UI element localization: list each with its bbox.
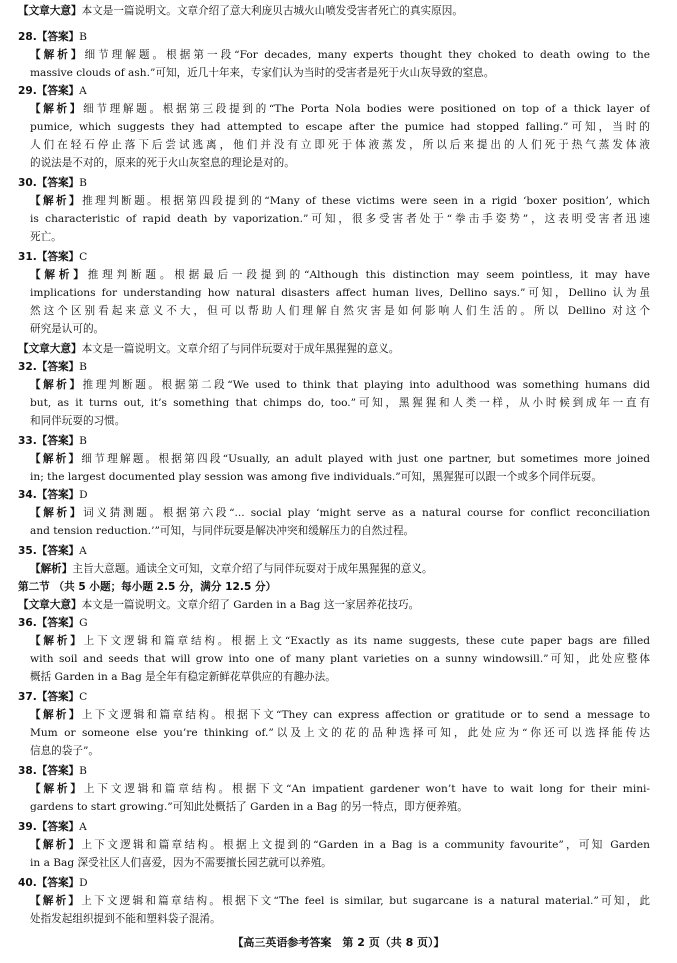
line-text: 信息的袋子”。 xyxy=(30,745,99,757)
line-tag: 38.【答案】 xyxy=(18,765,80,777)
line-text: is characteristic of rapid death by vaporization.”可知，很多受害者处于“拳击手姿势”，这表明受害者迅速 xyxy=(30,213,650,225)
line-text: C xyxy=(79,691,88,703)
text-line xyxy=(30,854,650,873)
text-line xyxy=(18,688,658,707)
line-text: B xyxy=(79,435,87,447)
line-text: 细节理解题。根据第一段“For decades, many experts thought they choked to death owing to the xyxy=(84,49,650,61)
text-line xyxy=(18,248,658,267)
line-tag: 37.【答案】 xyxy=(18,691,80,703)
line-text: 推理判断题。根据最后一段提到的“Although this distinction may seem pointless, it may have xyxy=(87,269,650,281)
line-text: B xyxy=(79,765,87,777)
text-line xyxy=(30,504,650,523)
line-text: 上下文逻辑和篇章结构。根据下文“The feel is similar, but sugarcane is a natural material.”可知，此 xyxy=(81,895,650,907)
text-line xyxy=(18,762,658,781)
text-line xyxy=(30,64,650,83)
line-text: 和同伴玩耍的习惯。 xyxy=(30,415,126,427)
line-tag: 【解析】 xyxy=(30,453,82,465)
line-text: 词义猜测题。根据第六段“... social play ‘might serve as a natural course for conflict reconciliation xyxy=(83,507,650,519)
line-tag: 【解析】 xyxy=(30,895,82,907)
line-text: 概括 Garden in a Bag 是全年有稳定新鲜花草供应的有趣办法。 xyxy=(30,671,336,683)
text-line xyxy=(30,284,650,303)
text-line xyxy=(30,210,650,229)
text-line xyxy=(18,432,658,451)
line-text: 上下文逻辑和篇章结构。根据上文提到的“Garden in a Bag is a community favourite”，可知 Garden xyxy=(81,839,650,851)
text-line xyxy=(30,522,650,541)
line-text: 然这个区别看起来意义不大，但可以帮助人们理解自然灾害是如何影响人们生活的。所以 Dellino 对这个 xyxy=(30,305,650,317)
line-text: A xyxy=(79,821,87,833)
line-text: 上下文逻辑和篇章结构。根据下文“They can express affection or gratitude or to send a message to xyxy=(81,709,650,721)
line-tag: 40.【答案】 xyxy=(18,877,80,889)
text-line xyxy=(18,874,658,893)
text-line xyxy=(30,46,650,65)
text-line xyxy=(30,650,650,669)
line-tag: 【解析】 xyxy=(30,709,82,721)
text-line xyxy=(30,910,650,929)
line-text: pumice, which suggests they had attempted to escape after the pumice had stopped falling.”可知，当时的 xyxy=(30,121,650,133)
line-tag: 【文章大意】 xyxy=(18,5,82,17)
text-line xyxy=(30,780,650,799)
text-line xyxy=(30,320,650,339)
text-line xyxy=(18,358,658,377)
line-tag: 36.【答案】 xyxy=(18,617,80,629)
line-tag: 【解析】 xyxy=(30,563,73,575)
line-tag: 39.【答案】 xyxy=(18,821,80,833)
line-tag: 【文章大意】 xyxy=(18,599,82,611)
text-line xyxy=(18,82,658,101)
line-text: 研究是认可的。 xyxy=(30,323,105,335)
line-tag: 31.【答案】 xyxy=(18,251,80,263)
text-line xyxy=(18,542,658,561)
line-tag: 【文章大意】 xyxy=(18,343,82,355)
line-text: 本文是一篇说明文。文章介绍了 Garden in a Bag 这一家居养花技巧。 xyxy=(81,599,420,611)
text-line xyxy=(30,412,650,431)
text-line xyxy=(30,632,650,651)
line-text: 处指发起组织提到不能和塑料袋子混淆。 xyxy=(30,913,221,925)
text-line xyxy=(18,2,658,21)
text-line xyxy=(30,892,650,911)
text-line xyxy=(30,724,650,743)
line-tag: 33.【答案】 xyxy=(18,435,80,447)
text-line xyxy=(30,468,650,487)
text-line xyxy=(18,340,658,359)
text-line xyxy=(30,376,650,395)
line-text: 的说法是不对的，原来的死于火山灰窒息的理论是对的。 xyxy=(30,157,295,169)
line-text: 细节理解题。根据第三段提到的“The Porta Nola bodies were positioned on top of a thick layer of xyxy=(83,103,650,115)
line-text: C xyxy=(79,251,88,263)
text-line xyxy=(30,706,650,725)
line-text: massive clouds of ash.”可知，近几十年来，专家们认为当时的受害者是死于火山灰导致的窒息。 xyxy=(30,67,495,79)
line-tag: 35.【答案】 xyxy=(18,545,80,557)
text-line xyxy=(30,560,650,579)
line-text: A xyxy=(79,545,87,557)
text-line xyxy=(18,818,658,837)
text-line xyxy=(30,118,650,137)
text-line xyxy=(30,154,650,173)
line-tag: 30.【答案】 xyxy=(18,177,80,189)
text-line xyxy=(30,668,650,687)
text-line xyxy=(18,174,658,193)
line-tag: 第二节 xyxy=(18,581,50,593)
line-text: but, as it turns out, it’s something that chimps do, too.”可知，黑猩猩和人类一样，从小时候到成年一直有 xyxy=(30,397,650,409)
line-text: Mum or someone else you’re thinking of.”以及上文的花的品种选择可知，此处应为“你还可以选择能传达 xyxy=(30,727,650,739)
line-text: and tension reduction.’”可知，与同伴玩耍是解决冲突和缓解压力的自然过程。 xyxy=(30,525,415,537)
text-line xyxy=(30,836,650,855)
text-line xyxy=(30,450,650,469)
line-text: in a Bag 深受社区人们喜爱，因为不需要擅长园艺就可以养殖。 xyxy=(30,857,332,869)
line-text: D xyxy=(79,489,88,501)
line-tag: 【解析】 xyxy=(30,839,82,851)
line-tag: 【解析】 xyxy=(30,635,84,647)
line-tag: 【解析】 xyxy=(30,103,84,115)
line-text: 推理判断题。根据第二段“We used to think that playing into adulthood was something humans did xyxy=(82,379,650,391)
text-line xyxy=(18,486,658,505)
line-text: 推理判断题。根据第四段提到的“Many of these victims were seen in a rigid ‘boxer position’, which xyxy=(82,195,650,207)
line-text: B xyxy=(79,177,87,189)
line-text: 细节理解题。根据第四段“Usually, an adult played with just one partner, but sometimes more joined xyxy=(81,453,650,465)
line-text: B xyxy=(79,31,87,43)
line-tag: 【解析】 xyxy=(30,195,83,207)
line-tag: 32.【答案】 xyxy=(18,361,80,373)
text-line xyxy=(30,742,650,761)
text-line xyxy=(30,798,650,817)
line-tag: 【解析】 xyxy=(30,49,85,61)
line-tag: 29.【答案】 xyxy=(18,85,80,97)
text-line xyxy=(18,578,658,597)
text-line xyxy=(30,228,650,247)
line-tag: 34.【答案】 xyxy=(18,489,80,501)
line-tag: 28.【答案】 xyxy=(18,31,80,43)
line-text: G xyxy=(79,617,88,629)
line-text: D xyxy=(79,877,88,889)
text-line xyxy=(30,266,650,285)
line-text: 人们在轻石停止落下后尝试逃离，他们并没有立即死于体液蒸发，所以后来提出的人们死于热气蒸发体液 xyxy=(30,139,650,151)
line-text: B xyxy=(79,361,87,373)
page-footer: 【高三英语参考答案 第 2 页（共 8 页）】 xyxy=(232,936,445,949)
text-line xyxy=(18,596,658,615)
line-text: 死亡。 xyxy=(30,231,62,243)
line-text: in; the largest documented play session was among five individuals.”可知，黑猩猩可以跟一个或多个同伴玩耍。 xyxy=(30,471,602,483)
line-tag: 【解析】 xyxy=(30,507,84,519)
line-text: 上下文逻辑和篇章结构。根据上文“Exactly as its name suggests, these cute paper bags are filled xyxy=(83,635,650,647)
text-line xyxy=(30,394,650,413)
text-line xyxy=(30,136,650,155)
text-line xyxy=(30,192,650,211)
text-line xyxy=(18,28,658,47)
text-line xyxy=(30,302,650,321)
line-text: 上下文逻辑和篇章结构。根据下文“An impatient gardener won’t have to wait long for their mini- xyxy=(83,783,650,795)
line-text: with soil and seeds that will grow into one of many plant varieties on a sunny windowsill.”可知，此处应整体 xyxy=(30,653,650,665)
line-text: gardens to start growing.”可知此处概括了 Garden in a Bag 的另一特点，即方便养殖。 xyxy=(30,801,468,813)
line-text: 主旨大意题。通读全文可知，文章介绍了与同伴玩耍对于成年黑猩猩的意义。 xyxy=(72,563,433,575)
text-line xyxy=(18,614,658,633)
line-text: implications for understanding how natural disasters affect human lives, Dellino says.”可知，Dellino 认为虽 xyxy=(30,287,650,299)
line-text: 本文是一篇说明文。文章介绍了意大利庞贝古城火山喷发受害者死亡的真实原因。 xyxy=(81,5,463,17)
line-text: 本文是一篇说明文。文章介绍了与同伴玩耍对于成年黑猩猩的意义。 xyxy=(81,343,400,355)
line-tag: 【解析】 xyxy=(30,379,83,391)
text-line xyxy=(30,100,650,119)
line-tag: 【解析】 xyxy=(30,269,88,281)
line-text: A xyxy=(79,85,87,97)
line-tag: 【解析】 xyxy=(30,783,84,795)
line-text: （共 5 小题；每小题 2.5 分，满分 12.5 分） xyxy=(49,581,277,593)
